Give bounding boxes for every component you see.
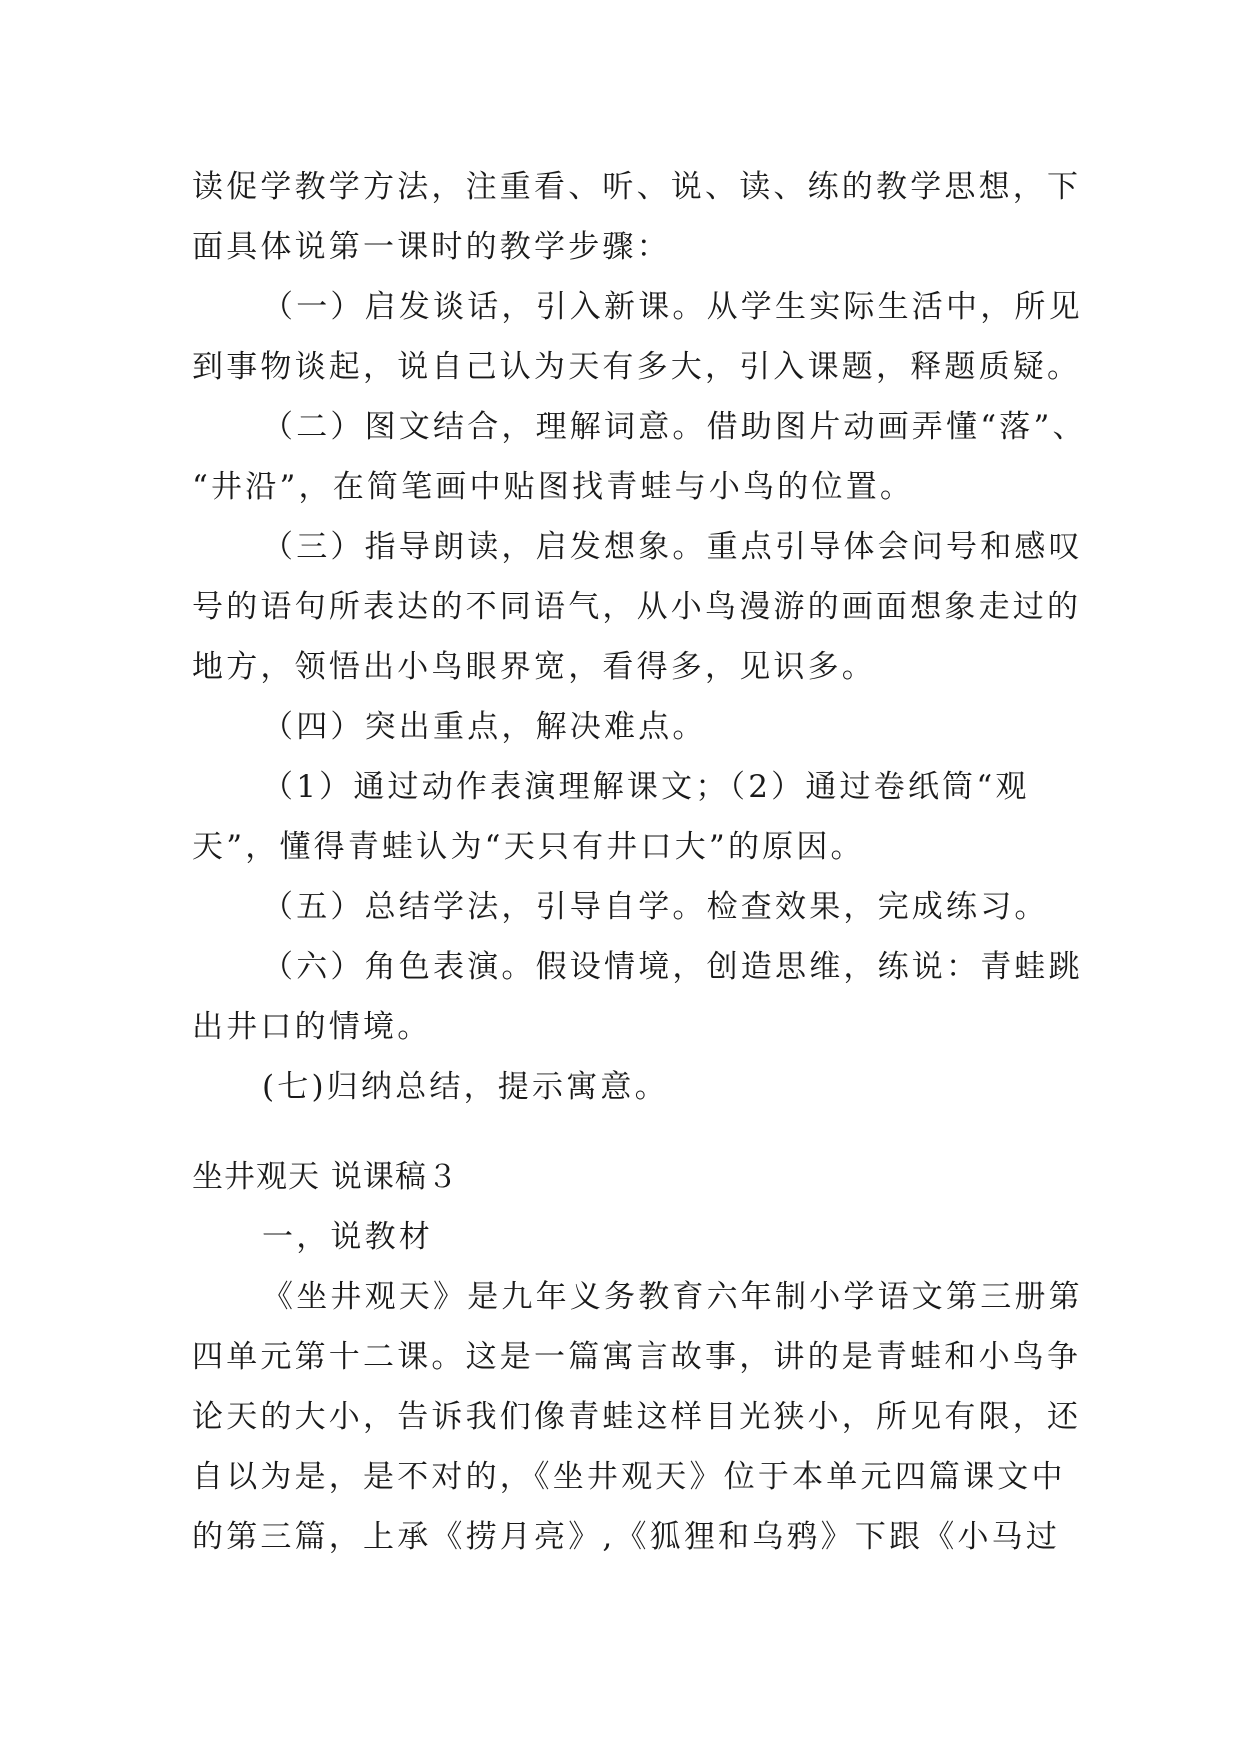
text-line: 论天的大小，告诉我们像青蛙这样目光狭小，所见有限，还 bbox=[192, 1399, 1082, 1435]
text-line: 自以为是，是不对的，《坐井观天》位于本单元四篇课文中 bbox=[192, 1459, 1066, 1495]
text-line: 地方，领悟出小鸟眼界宽，看得多，见识多。 bbox=[192, 649, 876, 685]
text-line: 的第三篇，上承《捞月亮》,《狐狸和乌鸦》下跟《小马过 bbox=[192, 1519, 1061, 1555]
text-line: （三）指导朗读，启发想象。重点引导体会问号和感叹 bbox=[262, 529, 1083, 565]
text-line: 面具体说第一课时的教学步骤： bbox=[192, 229, 671, 265]
text-line: 到事物谈起，说自己认为天有多大，引入课题，释题质疑。 bbox=[192, 349, 1082, 385]
text-line: （六）角色表演。假设情境，创造思维，练说：青蛙跳 bbox=[262, 949, 1083, 985]
text-line: 读促学教学方法，注重看、听、说、读、练的教学思想，下 bbox=[192, 169, 1082, 205]
section-heading: 坐井观天 说课稿３ bbox=[192, 1159, 459, 1195]
text-line: “井沿”，在简笔画中贴图找青蛙与小鸟的位置。 bbox=[192, 469, 915, 505]
text-line: 天”，懂得青蛙认为“天只有井口大”的原因。 bbox=[192, 829, 865, 865]
text-line: （五）总结学法，引导自学。检查效果，完成练习。 bbox=[262, 889, 1049, 925]
text-line: 一，说教材 bbox=[262, 1219, 433, 1255]
text-line: (七)归纳总结，提示寓意。 bbox=[262, 1069, 669, 1105]
text-line: 出井口的情境。 bbox=[192, 1009, 432, 1045]
text-line: 四单元第十二课。这是一篇寓言故事，讲的是青蛙和小鸟争 bbox=[192, 1339, 1082, 1375]
text-line: （四）突出重点，解决难点。 bbox=[262, 709, 707, 745]
text-line: （1）通过动作表演理解课文；（2）通过卷纸筒“观 bbox=[262, 769, 1030, 805]
text-line: 号的语句所表达的不同语气，从小鸟漫游的画面想象走过的 bbox=[192, 589, 1082, 625]
text-line: 《坐井观天》是九年义务教育六年制小学语文第三册第 bbox=[262, 1279, 1083, 1315]
text-line: （二）图文结合，理解词意。借助图片动画弄懂“落”、 bbox=[262, 409, 1087, 445]
text-line: （一）启发谈话，引入新课。从学生实际生活中，所见 bbox=[262, 289, 1083, 325]
